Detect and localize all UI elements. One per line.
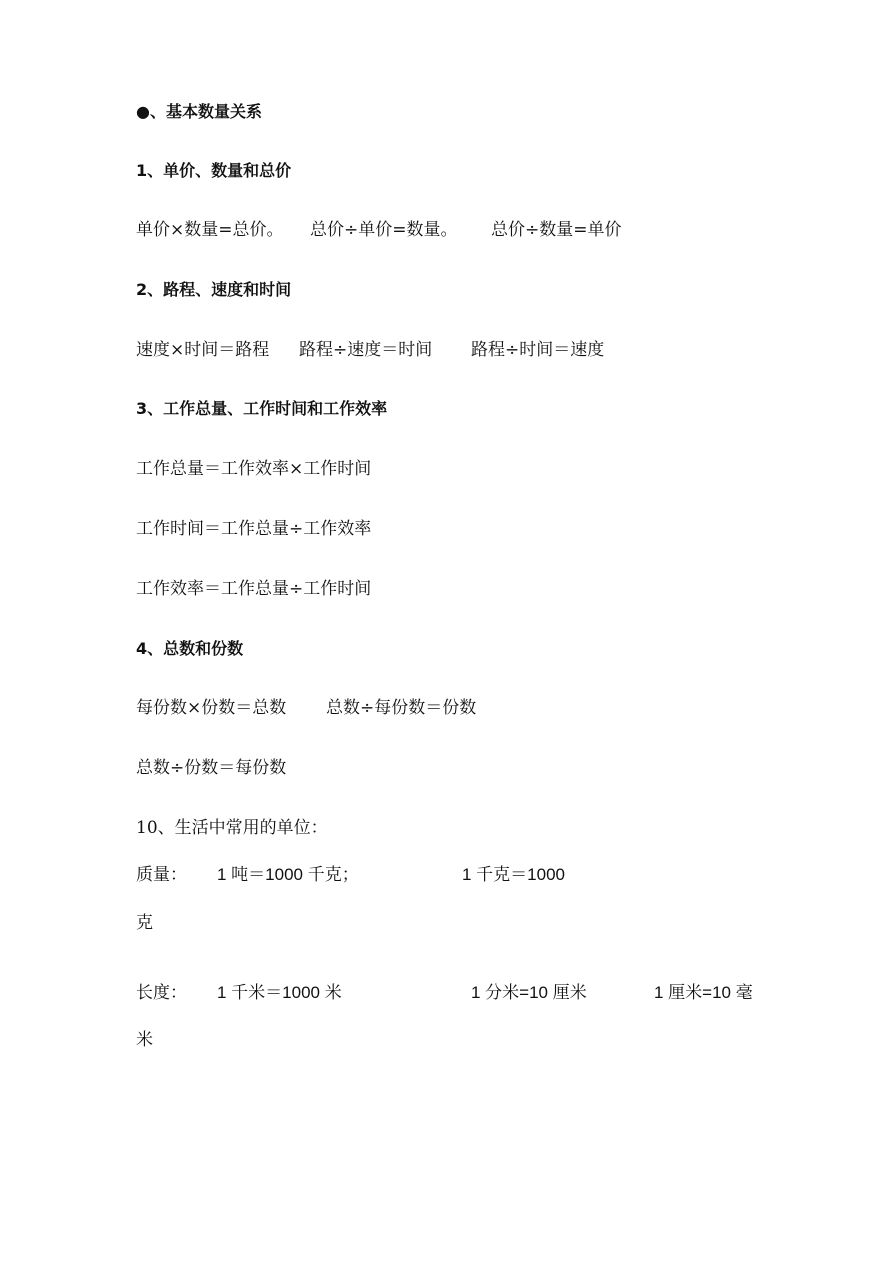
formula: 工作总量＝工作效率×工作时间: [136, 459, 372, 479]
length-unit: 1 千米＝1000 米: [217, 983, 342, 1002]
formula: 总价÷单价=数量。: [310, 220, 458, 240]
formula: 工作时间＝工作总量÷工作效率: [136, 519, 372, 539]
section-2-title: 2、路程、速度和时间: [136, 280, 292, 299]
formula: 速度×时间＝路程: [136, 340, 270, 360]
length-unit: 1 厘米=10 毫: [654, 983, 753, 1002]
section-4-formula-line: [136, 697, 836, 719]
formula: 工作效率＝工作总量÷工作时间: [136, 579, 372, 599]
units-title: 10、生活中常用的单位：: [136, 818, 328, 838]
section-1-formula-line: [136, 219, 836, 241]
length-label: 长度：: [136, 983, 187, 1003]
mass-units-line: [136, 864, 836, 886]
mass-label: 质量：: [136, 865, 187, 885]
length-wrap-text: 米: [136, 1030, 153, 1050]
mass-unit: 1 千克＝1000: [462, 865, 565, 884]
main-heading: ●、基本数量关系: [136, 102, 262, 121]
section-1-title: 1、单价、数量和总价: [136, 161, 292, 180]
section-2-formula-line: [136, 339, 836, 361]
formula: 总数÷份数＝每份数: [136, 758, 287, 778]
formula: 总价÷数量=单价: [491, 220, 622, 240]
formula: 每份数×份数＝总数: [136, 698, 287, 718]
mass-wrap-text: 克: [136, 913, 153, 933]
length-unit: 1 分米=10 厘米: [471, 983, 587, 1002]
section-3-title: 3、工作总量、工作时间和工作效率: [136, 399, 388, 418]
length-units-line: [136, 982, 836, 1004]
section-4-title: 4、总数和份数: [136, 639, 244, 658]
formula: 路程÷速度＝时间: [299, 340, 433, 360]
formula: 单价×数量=总价。: [136, 220, 284, 240]
formula: 总数÷每份数＝份数: [326, 698, 477, 718]
mass-unit: 1 吨＝1000 千克；: [217, 865, 359, 884]
formula: 路程÷时间＝速度: [471, 340, 605, 360]
